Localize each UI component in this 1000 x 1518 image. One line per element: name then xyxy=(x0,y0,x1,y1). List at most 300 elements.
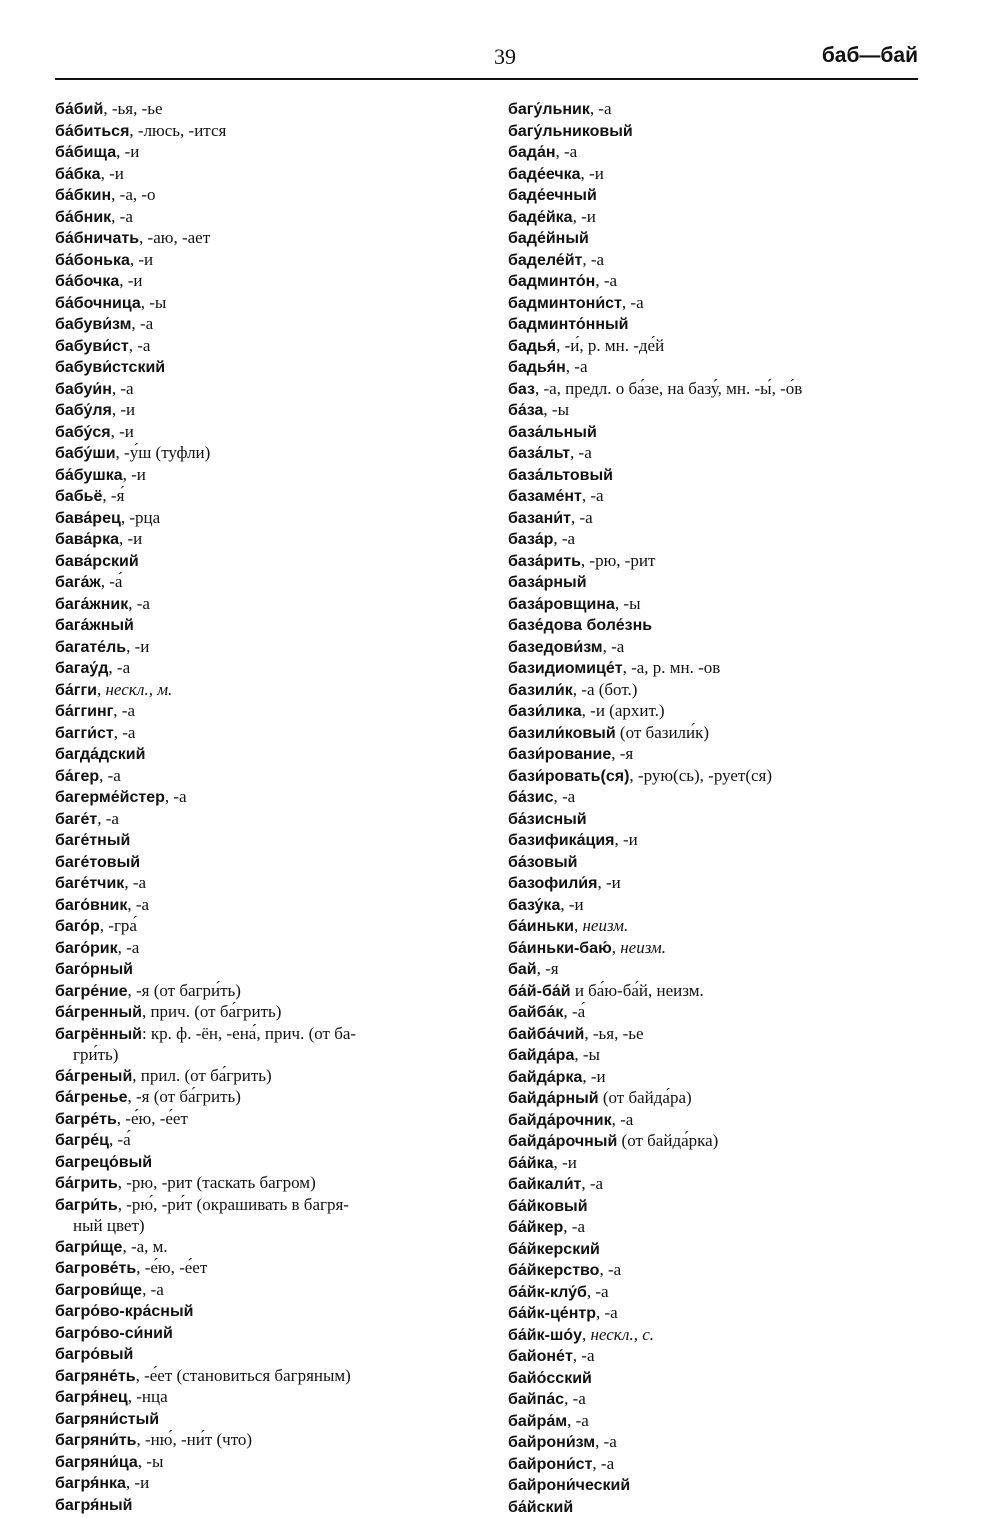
headword: ба́гренье xyxy=(55,1089,128,1106)
grammar-note: , -а́ xyxy=(563,1002,585,1021)
headword: багрови́ще xyxy=(55,1282,142,1299)
grammar-note: , -а, р. мн. -ов xyxy=(623,658,721,677)
grammar-note: , -а xyxy=(99,766,121,785)
headword: баде́йный xyxy=(508,230,589,247)
headword: байкали́т xyxy=(508,1176,581,1193)
headword: базаме́нт xyxy=(508,488,582,505)
headword: бази́рование xyxy=(508,746,611,763)
headword: баге́т xyxy=(55,811,97,828)
running-head: баб—бай xyxy=(822,44,918,68)
dictionary-entry xyxy=(55,1344,465,1366)
grammar-note: , -а xyxy=(599,1260,621,1279)
grammar-note: , -а xyxy=(129,336,151,355)
dictionary-entry xyxy=(55,228,465,250)
dictionary-entry xyxy=(55,422,465,444)
grammar-note: , -нца xyxy=(128,1387,168,1406)
headword: баге́тный xyxy=(55,832,130,849)
grammar-note: , -и xyxy=(573,207,596,226)
dictionary-entry xyxy=(55,766,465,788)
grammar-note: , -рю́, -ри́т (окрашивать в багря- xyxy=(118,1195,349,1214)
dictionary-entry xyxy=(55,400,465,422)
grammar-note: , -а xyxy=(553,787,575,806)
dictionary-entry xyxy=(508,615,928,637)
dictionary-entry xyxy=(508,357,928,379)
headword: ба́йкер xyxy=(508,1219,563,1236)
grammar-note: (от базили́к) xyxy=(616,723,709,742)
headword: баго́вник xyxy=(55,897,127,914)
dictionary-entry xyxy=(508,766,928,788)
dictionary-entry xyxy=(55,615,465,637)
headword: ба́грить xyxy=(55,1175,118,1192)
dictionary-entry xyxy=(55,142,465,164)
headword: ба́йковый xyxy=(508,1198,588,1215)
dictionary-entry xyxy=(508,938,928,960)
dictionary-entry xyxy=(508,1110,928,1132)
dictionary-entry xyxy=(55,99,465,121)
dictionary-entry xyxy=(508,422,928,444)
headword: ба́бка xyxy=(55,166,101,183)
dictionary-entry xyxy=(508,465,928,487)
headword: багау́д xyxy=(55,660,108,677)
headword: бадминтони́ст xyxy=(508,295,622,312)
headword: ба́бочница xyxy=(55,295,141,312)
grammar-note: (от байда́рка) xyxy=(617,1131,718,1150)
dictionary-entry xyxy=(55,959,465,981)
headword: ба́за xyxy=(508,402,543,419)
grammar-note: , -а xyxy=(113,701,135,720)
grammar-note: , -и xyxy=(123,465,146,484)
dictionary-entry xyxy=(55,1087,465,1109)
headword: багу́льниковый xyxy=(508,123,633,140)
dictionary-entry xyxy=(508,594,928,616)
dictionary-entry xyxy=(508,228,928,250)
headword: ба́бкин xyxy=(55,187,111,204)
dictionary-entry xyxy=(55,486,465,508)
headword: багро́во-си́ний xyxy=(55,1325,173,1342)
grammar-note: , -а xyxy=(556,142,578,161)
dictionary-entry xyxy=(508,916,928,938)
headword: бага́жник xyxy=(55,596,128,613)
dictionary-entry xyxy=(55,809,465,831)
headword: байрони́ст xyxy=(508,1456,592,1473)
dictionary-entry xyxy=(508,400,928,422)
headword: ба́зисный xyxy=(508,811,587,828)
grammar-note: , -ню́, -ни́т (что) xyxy=(137,1430,253,1449)
dictionary-entry xyxy=(55,1280,465,1302)
dictionary-entry xyxy=(55,916,465,938)
dictionary-entry xyxy=(55,787,465,809)
headword: базе́дова боле́знь xyxy=(508,617,652,634)
grammar-note: , -а xyxy=(114,723,136,742)
page-header xyxy=(55,44,918,80)
dictionary-entry xyxy=(508,637,928,659)
dictionary-entry xyxy=(55,551,465,573)
headword: багрецо́вый xyxy=(55,1154,152,1171)
headword: баге́товый xyxy=(55,854,140,871)
dictionary-entry xyxy=(508,142,928,164)
grammar-note: , -а (бот.) xyxy=(573,680,638,699)
headword: баге́тчик xyxy=(55,875,124,892)
headword: ба́бий xyxy=(55,101,103,118)
dictionary-entry xyxy=(55,250,465,272)
dictionary-entry xyxy=(55,1473,465,1495)
headword: багрённый xyxy=(55,1026,142,1043)
headword: бадья́н xyxy=(508,359,566,376)
dictionary-entry xyxy=(508,744,928,766)
dictionary-entry xyxy=(508,293,928,315)
dictionary-entry xyxy=(508,1153,928,1175)
headword: ба́йк-шо́у xyxy=(508,1327,582,1344)
page-number: 39 xyxy=(470,44,540,70)
dictionary-entry xyxy=(508,1303,928,1325)
dictionary-entry xyxy=(55,314,465,336)
headword: бадминто́нный xyxy=(508,316,629,333)
headword: базани́т xyxy=(508,510,571,527)
grammar-note: , -и xyxy=(126,637,149,656)
dictionary-entry xyxy=(508,959,928,981)
grammar-note: , -е́ю, -е́ет xyxy=(136,1258,207,1277)
headword: бабуи́н xyxy=(55,381,112,398)
dictionary-entry xyxy=(508,529,928,551)
grammar-note: , -и xyxy=(111,422,134,441)
headword: баде́ечка xyxy=(508,166,581,183)
headword: база́рный xyxy=(508,574,587,591)
dictionary-entry xyxy=(508,1325,928,1347)
grammar-note: , -а xyxy=(592,1454,614,1473)
headword: ба́йкерский xyxy=(508,1241,600,1258)
dictionary-entry xyxy=(508,1002,928,1024)
dictionary-entry xyxy=(55,938,465,960)
grammar-note: , -и xyxy=(119,529,142,548)
grammar-note: , -а xyxy=(97,809,119,828)
dictionary-entry xyxy=(55,336,465,358)
headword: ба́бонька xyxy=(55,252,130,269)
grammar-note: , -а xyxy=(587,1282,609,1301)
dictionary-entry xyxy=(508,1217,928,1239)
headword: байра́м xyxy=(508,1413,567,1430)
dictionary-entry xyxy=(508,486,928,508)
dictionary-entry xyxy=(508,443,928,465)
grammar-note: , прич. (от ба́грить) xyxy=(142,1002,281,1021)
grammar-note: , -а xyxy=(127,895,149,914)
dictionary-entry xyxy=(55,1387,465,1409)
grammar-note: , -а xyxy=(563,1217,585,1236)
dictionary-entry xyxy=(55,701,465,723)
dictionary-entry xyxy=(508,572,928,594)
headword: багате́ль xyxy=(55,639,126,656)
grammar-note: , -а xyxy=(571,508,593,527)
grammar-note: , -а, м. xyxy=(122,1237,167,1256)
grammar-note: , -я (от ба́грить) xyxy=(128,1087,241,1106)
grammar-note: , -люсь, -ится xyxy=(129,121,226,140)
dictionary-entry xyxy=(55,465,465,487)
headword: байда́рка xyxy=(508,1069,582,1086)
headword: бадья́ xyxy=(508,338,556,355)
headword: байпа́с xyxy=(508,1391,564,1408)
headword: баз xyxy=(508,381,535,398)
dictionary-entry xyxy=(55,1152,465,1174)
grammar-note: , -а xyxy=(567,1411,589,1430)
dictionary-entry xyxy=(55,508,465,530)
grammar-note: , -а xyxy=(582,250,604,269)
dictionary-entry xyxy=(55,744,465,766)
headword: багри́ще xyxy=(55,1239,122,1256)
headword: багря́нка xyxy=(55,1475,126,1492)
headword: багре́ть xyxy=(55,1111,117,1128)
headword: багре́ц xyxy=(55,1132,109,1149)
headword: байда́ра xyxy=(508,1047,574,1064)
dictionary-entry xyxy=(55,658,465,680)
dictionary-entry xyxy=(508,1045,928,1067)
dictionary-entry xyxy=(508,1196,928,1218)
headword: ба́йка xyxy=(508,1155,554,1172)
headword: ба́бник xyxy=(55,209,111,226)
headword: ба́бничать xyxy=(55,230,139,247)
grammar-note: , -а xyxy=(566,357,588,376)
headword: базидиомице́т xyxy=(508,660,623,677)
dictionary-entry xyxy=(55,1258,465,1280)
headword: багрове́ть xyxy=(55,1260,136,1277)
headword: ба́иньки xyxy=(508,918,574,935)
dictionary-entry xyxy=(55,1495,465,1517)
dictionary-entry xyxy=(508,336,928,358)
grammar-note: , -и xyxy=(615,830,638,849)
grammar-note: , -а́ xyxy=(101,572,123,591)
headword: баго́р xyxy=(55,918,100,935)
dictionary-entry xyxy=(55,680,465,702)
grammar-note: , -и xyxy=(116,142,139,161)
headword: ба́йкерство xyxy=(508,1262,599,1279)
dictionary-entry xyxy=(508,658,928,680)
dictionary-entry xyxy=(55,1109,465,1131)
headword: багря́ный xyxy=(55,1497,133,1514)
headword: багда́дский xyxy=(55,746,145,763)
grammar-note: , xyxy=(582,1325,591,1344)
headword: база́льный xyxy=(508,424,597,441)
grammar-note: , -рца xyxy=(121,508,160,527)
grammar-note: , прил. (от ба́грить) xyxy=(132,1066,271,1085)
headword: ба́йский xyxy=(508,1499,573,1516)
dictionary-entry xyxy=(55,379,465,401)
dictionary-entry xyxy=(55,1430,465,1452)
usage-label: нескл., м. xyxy=(105,680,172,699)
dictionary-entry xyxy=(55,723,465,745)
grammar-note: , -а xyxy=(124,873,146,892)
headword: бага́жный xyxy=(55,617,134,634)
grammar-note: , -и xyxy=(112,400,135,419)
headword: базу́ка xyxy=(508,897,560,914)
headword: бабу́ля xyxy=(55,402,112,419)
usage-label: неизм. xyxy=(582,916,628,935)
grammar-note: , -и (архит.) xyxy=(582,701,665,720)
dictionary-entry xyxy=(508,809,928,831)
grammar-note: , -у́ш (туфли) xyxy=(116,443,211,462)
dictionary-entry xyxy=(55,1195,465,1237)
grammar-note: , -и xyxy=(119,271,142,290)
headword: бабуви́ст xyxy=(55,338,129,355)
headword: баде́йка xyxy=(508,209,573,226)
headword: баделе́йт xyxy=(508,252,582,269)
dictionary-entry xyxy=(508,271,928,293)
dictionary-entry xyxy=(55,271,465,293)
dictionary-entry xyxy=(55,1409,465,1431)
dictionary-entry xyxy=(55,1452,465,1474)
grammar-note: , -ы xyxy=(574,1045,600,1064)
headword: багряни́ца xyxy=(55,1454,138,1471)
headword: бада́н xyxy=(508,144,556,161)
dictionary-entry xyxy=(508,121,928,143)
dictionary-entry xyxy=(55,895,465,917)
headword: байрони́зм xyxy=(508,1434,595,1451)
headword: багряни́ть xyxy=(55,1432,137,1449)
grammar-note: , -е́ет (становиться багряным) xyxy=(136,1366,351,1385)
grammar-note: , xyxy=(612,938,621,957)
grammar-note: , -ы xyxy=(615,594,641,613)
grammar-note: (от байда́ра) xyxy=(599,1088,692,1107)
headword: бай xyxy=(508,961,537,978)
grammar-note: , -и xyxy=(101,164,124,183)
dictionary-entry xyxy=(508,1088,928,1110)
dictionary-entry xyxy=(508,1454,928,1476)
dictionary-entry xyxy=(55,981,465,1003)
grammar-note: : кр. ф. -ён, -ена́, прич. (от ба- xyxy=(142,1024,356,1043)
grammar-note: , -ья, -ье xyxy=(584,1024,643,1043)
headword: бава́рец xyxy=(55,510,121,527)
grammar-note: , -я́ xyxy=(102,486,124,505)
grammar-note: , -я (от багри́ть) xyxy=(128,981,241,1000)
header-rule xyxy=(55,78,918,80)
headword: база́льт xyxy=(508,445,570,462)
grammar-note: , -а xyxy=(603,637,625,656)
headword: байрони́ческий xyxy=(508,1477,630,1494)
dictionary-entry xyxy=(508,1432,928,1454)
grammar-note: , -а xyxy=(142,1280,164,1299)
dictionary-entry xyxy=(508,1239,928,1261)
dictionary-entry xyxy=(508,1497,928,1518)
headword: байда́рный xyxy=(508,1090,599,1107)
dictionary-entry xyxy=(508,1067,928,1089)
headword: багря́нец xyxy=(55,1389,128,1406)
dictionary-entry xyxy=(55,852,465,874)
headword: байда́рочник xyxy=(508,1112,612,1129)
headword: бабу́ся xyxy=(55,424,111,441)
headword: ба́зис xyxy=(508,789,553,806)
grammar-note: , -а xyxy=(108,658,130,677)
grammar-note: , -рую(сь), -рует(ся) xyxy=(629,766,772,785)
grammar-note: , -а xyxy=(128,594,150,613)
grammar-note: , -а xyxy=(553,529,575,548)
grammar-note: , -а xyxy=(111,207,133,226)
grammar-note: , -а xyxy=(131,314,153,333)
grammar-note: , -я xyxy=(611,744,633,763)
headword: баго́рик xyxy=(55,940,118,957)
dictionary-entry xyxy=(55,572,465,594)
grammar-note: , -а xyxy=(581,1174,603,1193)
grammar-note: , -а xyxy=(622,293,644,312)
grammar-note: , -ы xyxy=(543,400,569,419)
headword: ба́йк-клу́б xyxy=(508,1284,587,1301)
headword: базофили́я xyxy=(508,875,597,892)
headword: байба́чий xyxy=(508,1026,584,1043)
grammar-note: , -ы xyxy=(138,1452,164,1471)
headword: ба́иньки-баю́ xyxy=(508,940,612,957)
entry-continuation: ный цвет) xyxy=(55,1216,465,1237)
dictionary-entry xyxy=(508,164,928,186)
headword: ба́бочка xyxy=(55,273,119,290)
dictionary-entry xyxy=(508,680,928,702)
dictionary-entry xyxy=(508,873,928,895)
grammar-note: , -а xyxy=(590,99,612,118)
headword: ба́бушка xyxy=(55,467,123,484)
right-column xyxy=(508,99,928,1518)
grammar-note: , -и xyxy=(581,164,604,183)
headword: бага́ж xyxy=(55,574,101,591)
dictionary-entry xyxy=(508,701,928,723)
headword: базифика́ция xyxy=(508,832,615,849)
grammar-note: , -а xyxy=(165,787,187,806)
headword: байо́сский xyxy=(508,1370,592,1387)
grammar-note: , -и xyxy=(597,873,620,892)
entry-continuation: гри́ть) xyxy=(55,1045,465,1066)
dictionary-entry xyxy=(55,830,465,852)
headword: багги́ст xyxy=(55,725,114,742)
grammar-note: , -а xyxy=(570,443,592,462)
dictionary-entry xyxy=(55,164,465,186)
grammar-note: , -и xyxy=(582,1067,605,1086)
dictionary-entry xyxy=(55,443,465,465)
headword: ба́биться xyxy=(55,123,129,140)
headword: ба́греный xyxy=(55,1068,132,1085)
headword: ба́ггинг xyxy=(55,703,113,720)
dictionary-entry xyxy=(508,723,928,745)
grammar-note: , -рю, -рит (таскать багром) xyxy=(118,1173,316,1192)
headword: багерме́йстер xyxy=(55,789,165,806)
dictionary-entry xyxy=(55,1366,465,1388)
dictionary-entry xyxy=(508,787,928,809)
dictionary-entry xyxy=(55,1066,465,1088)
headword: багро́во-кра́сный xyxy=(55,1303,193,1320)
dictionary-entry xyxy=(508,1174,928,1196)
dictionary-entry xyxy=(55,357,465,379)
dictionary-entry xyxy=(55,1173,465,1195)
grammar-note: , -а xyxy=(564,1389,586,1408)
grammar-note: , xyxy=(97,680,106,699)
dictionary-entry xyxy=(508,551,928,573)
usage-label: нескл., с. xyxy=(590,1325,654,1344)
headword: багу́льник xyxy=(508,101,590,118)
dictionary-entry xyxy=(508,314,928,336)
dictionary-entry xyxy=(55,1024,465,1066)
grammar-note: , -ы xyxy=(141,293,167,312)
dictionary-entry xyxy=(55,1130,465,1152)
headword: ба́гги xyxy=(55,682,97,699)
headword: ба́бища xyxy=(55,144,116,161)
grammar-note: , -а́ xyxy=(109,1130,131,1149)
dictionary-entry xyxy=(508,1024,928,1046)
grammar-note: , -и́, р. мн. -де́й xyxy=(556,336,664,355)
dictionary-entry xyxy=(55,293,465,315)
dictionary-entry xyxy=(508,1368,928,1390)
dictionary-entry xyxy=(508,1260,928,1282)
grammar-note: , -ья, -ье xyxy=(103,99,162,118)
headword: бава́рский xyxy=(55,553,139,570)
dictionary-entry xyxy=(55,1002,465,1024)
headword: бабуви́стский xyxy=(55,359,165,376)
headword: багряни́стый xyxy=(55,1411,159,1428)
headword: база́р xyxy=(508,531,553,548)
dictionary-entry xyxy=(508,830,928,852)
left-column xyxy=(55,99,465,1516)
